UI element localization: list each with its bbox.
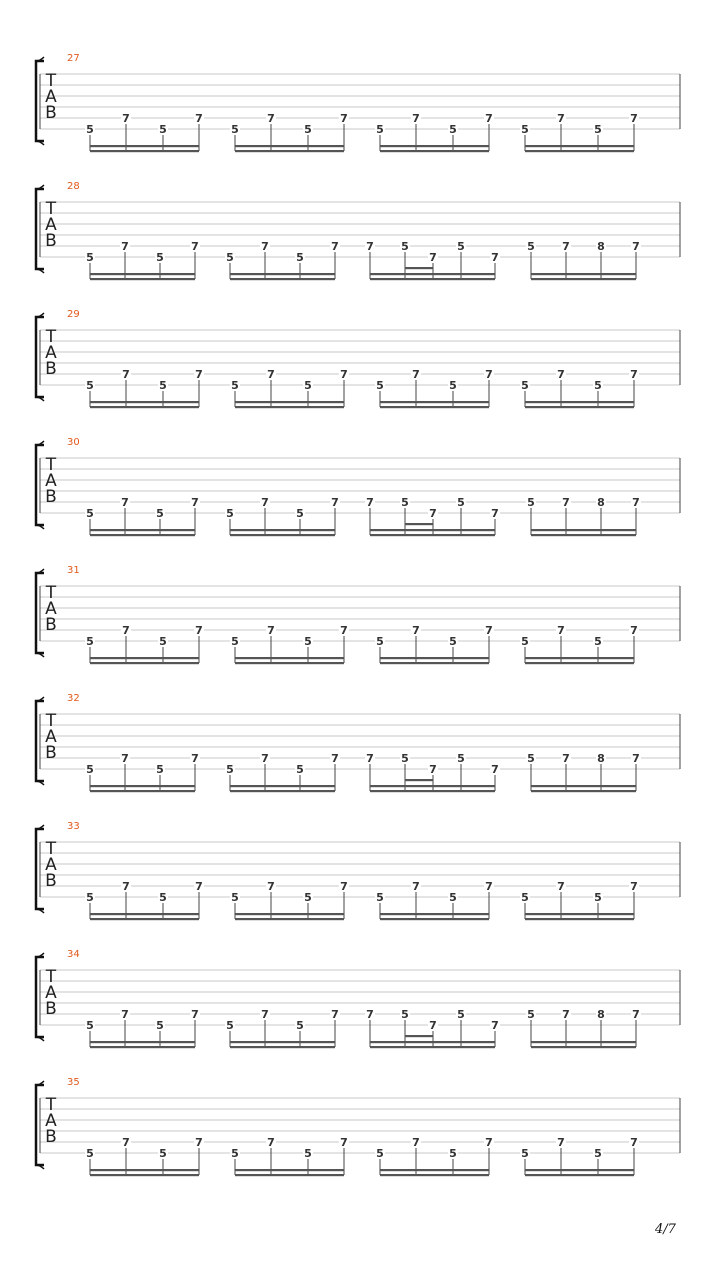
tab-system bbox=[36, 53, 680, 152]
beam-primary bbox=[380, 401, 489, 403]
fret-number: 5 bbox=[527, 496, 535, 509]
tab-system bbox=[36, 821, 680, 920]
fret-number: 5 bbox=[231, 123, 239, 136]
fret-number: 5 bbox=[449, 1147, 457, 1160]
fret-number: 7 bbox=[630, 880, 638, 893]
fret-number: 5 bbox=[594, 891, 602, 904]
beam-primary bbox=[525, 401, 634, 403]
tab-clef-letter: A bbox=[45, 343, 57, 363]
tab-system bbox=[36, 309, 680, 408]
fret-number: 7 bbox=[632, 240, 640, 253]
fret-number: 7 bbox=[412, 368, 420, 381]
fret-number: 5 bbox=[86, 1147, 94, 1160]
fret-number: 5 bbox=[86, 507, 94, 520]
beam-primary bbox=[531, 1041, 636, 1043]
beam-primary bbox=[380, 913, 489, 915]
fret-number: 7 bbox=[562, 752, 570, 765]
fret-number: 5 bbox=[376, 891, 384, 904]
beam-secondary bbox=[230, 278, 335, 280]
fret-number: 7 bbox=[557, 624, 565, 637]
tab-clef-letter: B bbox=[45, 231, 57, 251]
fret-number: 7 bbox=[429, 1019, 437, 1032]
beam-secondary bbox=[380, 150, 489, 152]
tab-clef-letter: A bbox=[45, 983, 57, 1003]
beam-secondary bbox=[525, 1174, 634, 1176]
fret-number: 7 bbox=[412, 880, 420, 893]
fret-number: 5 bbox=[449, 379, 457, 392]
fret-number: 7 bbox=[261, 752, 269, 765]
fret-number: 7 bbox=[491, 507, 499, 520]
measure-number: 28 bbox=[67, 181, 80, 192]
beam-partial bbox=[405, 779, 433, 781]
fret-number: 7 bbox=[261, 240, 269, 253]
fret-number: 5 bbox=[156, 251, 164, 264]
beam-secondary bbox=[235, 918, 344, 920]
fret-number: 5 bbox=[226, 763, 234, 776]
beam-primary bbox=[235, 1169, 344, 1171]
measure-number: 34 bbox=[67, 949, 80, 960]
fret-number: 7 bbox=[562, 240, 570, 253]
beam-primary bbox=[90, 913, 199, 915]
fret-number: 5 bbox=[159, 635, 167, 648]
tab-clef-letter: B bbox=[45, 743, 57, 763]
fret-number: 7 bbox=[191, 496, 199, 509]
tab-clef-letter: T bbox=[45, 967, 57, 987]
fret-number: 7 bbox=[632, 752, 640, 765]
fret-number: 7 bbox=[267, 624, 275, 637]
tab-system bbox=[36, 949, 680, 1048]
tab-clef-letter: T bbox=[45, 199, 57, 219]
tab-clef-letter: A bbox=[45, 87, 57, 107]
beam-secondary bbox=[230, 1046, 335, 1048]
page-number: 4/7 bbox=[655, 1222, 676, 1237]
fret-number: 5 bbox=[457, 496, 465, 509]
beam-secondary bbox=[525, 406, 634, 408]
beam-primary bbox=[525, 1169, 634, 1171]
fret-number: 7 bbox=[630, 368, 638, 381]
beam-secondary bbox=[380, 406, 489, 408]
tab-clef-letter: T bbox=[45, 327, 57, 347]
fret-number: 5 bbox=[159, 891, 167, 904]
beam-secondary bbox=[380, 662, 489, 664]
fret-number: 7 bbox=[331, 240, 339, 253]
fret-number: 5 bbox=[521, 1147, 529, 1160]
fret-number: 7 bbox=[485, 880, 493, 893]
fret-number: 5 bbox=[457, 240, 465, 253]
beam-secondary bbox=[235, 662, 344, 664]
measure-number: 35 bbox=[67, 1077, 80, 1088]
beam-secondary bbox=[90, 150, 199, 152]
beam-primary bbox=[230, 529, 335, 531]
fret-number: 5 bbox=[594, 635, 602, 648]
beam-primary bbox=[90, 145, 199, 147]
tab-clef-letter: B bbox=[45, 359, 57, 379]
fret-number: 7 bbox=[491, 1019, 499, 1032]
fret-number: 7 bbox=[366, 240, 374, 253]
beam-secondary bbox=[90, 918, 199, 920]
tab-clef-letter: A bbox=[45, 599, 57, 619]
fret-number: 7 bbox=[340, 880, 348, 893]
fret-number: 5 bbox=[401, 752, 409, 765]
fret-number: 5 bbox=[376, 123, 384, 136]
tab-clef-letter: T bbox=[45, 71, 57, 91]
fret-number: 7 bbox=[191, 240, 199, 253]
fret-number: 7 bbox=[412, 112, 420, 125]
beam-primary bbox=[90, 529, 195, 531]
fret-number: 7 bbox=[630, 112, 638, 125]
fret-number: 5 bbox=[156, 1019, 164, 1032]
fret-number: 5 bbox=[594, 379, 602, 392]
beam-secondary bbox=[531, 790, 636, 792]
tab-clef-letter: T bbox=[45, 839, 57, 859]
fret-number: 5 bbox=[449, 123, 457, 136]
fret-number: 5 bbox=[527, 1008, 535, 1021]
measure-number: 31 bbox=[67, 565, 80, 576]
fret-number: 5 bbox=[376, 635, 384, 648]
fret-number: 5 bbox=[296, 763, 304, 776]
fret-number: 7 bbox=[331, 1008, 339, 1021]
tab-clef-letter: B bbox=[45, 999, 57, 1019]
tab-system bbox=[36, 565, 680, 664]
fret-number: 7 bbox=[191, 1008, 199, 1021]
fret-number: 5 bbox=[156, 763, 164, 776]
tab-clef-letter: B bbox=[45, 1127, 57, 1147]
fret-number: 7 bbox=[412, 624, 420, 637]
fret-number: 5 bbox=[521, 635, 529, 648]
beam-primary bbox=[380, 657, 489, 659]
beam-secondary bbox=[90, 406, 199, 408]
beam-primary bbox=[235, 145, 344, 147]
beam-secondary bbox=[90, 534, 195, 536]
beam-secondary bbox=[531, 534, 636, 536]
fret-number: 5 bbox=[86, 891, 94, 904]
beam-primary bbox=[90, 785, 195, 787]
fret-number: 7 bbox=[261, 496, 269, 509]
fret-number: 5 bbox=[457, 1008, 465, 1021]
tab-clef-letter: T bbox=[45, 455, 57, 475]
beam-primary bbox=[90, 657, 199, 659]
fret-number: 5 bbox=[296, 1019, 304, 1032]
fret-number: 7 bbox=[557, 880, 565, 893]
fret-number: 7 bbox=[121, 752, 129, 765]
beam-primary bbox=[235, 401, 344, 403]
fret-number: 7 bbox=[485, 368, 493, 381]
fret-number: 5 bbox=[231, 379, 239, 392]
beam-secondary bbox=[370, 534, 495, 536]
fret-number: 7 bbox=[267, 368, 275, 381]
beam-primary bbox=[531, 785, 636, 787]
tab-clef-letter: A bbox=[45, 727, 57, 747]
fret-number: 5 bbox=[527, 240, 535, 253]
fret-number: 5 bbox=[231, 635, 239, 648]
beam-secondary bbox=[90, 1174, 199, 1176]
fret-number: 7 bbox=[562, 1008, 570, 1021]
fret-number: 7 bbox=[195, 880, 203, 893]
fret-number: 7 bbox=[195, 624, 203, 637]
fret-number: 7 bbox=[491, 251, 499, 264]
fret-number: 5 bbox=[296, 507, 304, 520]
tab-clef-letter: B bbox=[45, 871, 57, 891]
beam-secondary bbox=[370, 1046, 495, 1048]
beam-primary bbox=[90, 1041, 195, 1043]
fret-number: 5 bbox=[86, 123, 94, 136]
beam-primary bbox=[380, 1169, 489, 1171]
fret-number: 5 bbox=[376, 1147, 384, 1160]
fret-number: 5 bbox=[401, 240, 409, 253]
fret-number: 7 bbox=[267, 880, 275, 893]
beam-secondary bbox=[90, 1046, 195, 1048]
beam-primary bbox=[370, 785, 495, 787]
beam-secondary bbox=[235, 150, 344, 152]
fret-number: 7 bbox=[340, 368, 348, 381]
beam-secondary bbox=[230, 790, 335, 792]
beam-primary bbox=[525, 657, 634, 659]
beam-primary bbox=[370, 529, 495, 531]
beam-primary bbox=[90, 273, 195, 275]
fret-number: 5 bbox=[376, 379, 384, 392]
beam-primary bbox=[370, 273, 495, 275]
beam-secondary bbox=[525, 918, 634, 920]
fret-number: 7 bbox=[630, 1136, 638, 1149]
measure-number: 33 bbox=[67, 821, 80, 832]
fret-number: 7 bbox=[340, 1136, 348, 1149]
fret-number: 7 bbox=[267, 112, 275, 125]
fret-number: 5 bbox=[86, 635, 94, 648]
fret-number: 5 bbox=[86, 379, 94, 392]
beam-primary bbox=[90, 401, 199, 403]
beam-primary bbox=[230, 273, 335, 275]
fret-number: 7 bbox=[122, 880, 130, 893]
fret-number: 5 bbox=[231, 1147, 239, 1160]
beam-secondary bbox=[380, 918, 489, 920]
beam-partial bbox=[405, 267, 433, 269]
fret-number: 7 bbox=[195, 112, 203, 125]
fret-number: 5 bbox=[521, 123, 529, 136]
fret-number: 7 bbox=[485, 624, 493, 637]
fret-number: 5 bbox=[527, 752, 535, 765]
fret-number: 5 bbox=[457, 752, 465, 765]
fret-number: 5 bbox=[226, 1019, 234, 1032]
tab-clef-letter: A bbox=[45, 471, 57, 491]
fret-number: 7 bbox=[429, 763, 437, 776]
beam-secondary bbox=[370, 790, 495, 792]
tab-system bbox=[36, 437, 680, 536]
fret-number: 7 bbox=[429, 507, 437, 520]
fret-number: 7 bbox=[195, 1136, 203, 1149]
beam-secondary bbox=[235, 1174, 344, 1176]
beam-secondary bbox=[525, 150, 634, 152]
beam-primary bbox=[531, 273, 636, 275]
tab-system bbox=[36, 181, 680, 280]
fret-number: 8 bbox=[597, 240, 605, 253]
fret-number: 7 bbox=[340, 624, 348, 637]
tab-clef-letter: T bbox=[45, 1095, 57, 1115]
fret-number: 7 bbox=[122, 624, 130, 637]
fret-number: 7 bbox=[632, 496, 640, 509]
tab-system bbox=[36, 1077, 680, 1176]
fret-number: 7 bbox=[195, 368, 203, 381]
fret-number: 8 bbox=[597, 752, 605, 765]
beam-secondary bbox=[235, 406, 344, 408]
fret-number: 7 bbox=[121, 496, 129, 509]
fret-number: 7 bbox=[366, 1008, 374, 1021]
measure-number: 29 bbox=[67, 309, 80, 320]
fret-number: 5 bbox=[594, 123, 602, 136]
tab-clef-letter: B bbox=[45, 103, 57, 123]
fret-number: 7 bbox=[557, 112, 565, 125]
fret-number: 5 bbox=[401, 496, 409, 509]
fret-number: 7 bbox=[366, 752, 374, 765]
beam-primary bbox=[525, 913, 634, 915]
fret-number: 8 bbox=[597, 496, 605, 509]
fret-number: 7 bbox=[491, 763, 499, 776]
fret-number: 7 bbox=[630, 624, 638, 637]
beam-secondary bbox=[525, 662, 634, 664]
fret-number: 7 bbox=[366, 496, 374, 509]
fret-number: 5 bbox=[159, 379, 167, 392]
fret-number: 5 bbox=[304, 1147, 312, 1160]
fret-number: 5 bbox=[86, 1019, 94, 1032]
measure-number: 27 bbox=[67, 53, 80, 64]
fret-number: 7 bbox=[557, 368, 565, 381]
fret-number: 7 bbox=[267, 1136, 275, 1149]
fret-number: 5 bbox=[156, 507, 164, 520]
fret-number: 5 bbox=[231, 891, 239, 904]
beam-secondary bbox=[531, 1046, 636, 1048]
fret-number: 5 bbox=[401, 1008, 409, 1021]
fret-number: 5 bbox=[304, 635, 312, 648]
fret-number: 7 bbox=[331, 496, 339, 509]
fret-number: 5 bbox=[296, 251, 304, 264]
beam-secondary bbox=[90, 790, 195, 792]
fret-number: 7 bbox=[122, 112, 130, 125]
tab-clef-letter: A bbox=[45, 855, 57, 875]
fret-number: 7 bbox=[632, 1008, 640, 1021]
fret-number: 5 bbox=[304, 379, 312, 392]
fret-number: 5 bbox=[304, 123, 312, 136]
measure-number: 30 bbox=[67, 437, 80, 448]
measure-number: 32 bbox=[67, 693, 80, 704]
tab-system bbox=[36, 693, 680, 792]
fret-number: 5 bbox=[594, 1147, 602, 1160]
fret-number: 7 bbox=[122, 368, 130, 381]
beam-secondary bbox=[531, 278, 636, 280]
beam-primary bbox=[525, 145, 634, 147]
fret-number: 5 bbox=[86, 763, 94, 776]
beam-partial bbox=[405, 523, 433, 525]
tab-clef-letter: B bbox=[45, 487, 57, 507]
beam-primary bbox=[235, 657, 344, 659]
fret-number: 7 bbox=[562, 496, 570, 509]
beam-primary bbox=[230, 1041, 335, 1043]
beam-partial bbox=[405, 1035, 433, 1037]
beam-secondary bbox=[90, 662, 199, 664]
fret-number: 7 bbox=[429, 251, 437, 264]
beam-secondary bbox=[380, 1174, 489, 1176]
fret-number: 5 bbox=[159, 1147, 167, 1160]
tab-clef-letter: B bbox=[45, 615, 57, 635]
tab-clef-letter: T bbox=[45, 711, 57, 731]
fret-number: 7 bbox=[331, 752, 339, 765]
beam-secondary bbox=[230, 534, 335, 536]
fret-number: 5 bbox=[159, 123, 167, 136]
fret-number: 5 bbox=[304, 891, 312, 904]
beam-secondary bbox=[90, 278, 195, 280]
fret-number: 5 bbox=[449, 635, 457, 648]
tab-clef-letter: A bbox=[45, 215, 57, 235]
fret-number: 8 bbox=[597, 1008, 605, 1021]
beam-primary bbox=[370, 1041, 495, 1043]
fret-number: 5 bbox=[449, 891, 457, 904]
fret-number: 7 bbox=[340, 112, 348, 125]
fret-number: 5 bbox=[226, 507, 234, 520]
fret-number: 7 bbox=[191, 752, 199, 765]
fret-number: 7 bbox=[261, 1008, 269, 1021]
fret-number: 7 bbox=[485, 112, 493, 125]
fret-number: 7 bbox=[557, 1136, 565, 1149]
beam-primary bbox=[531, 529, 636, 531]
fret-number: 7 bbox=[121, 240, 129, 253]
fret-number: 7 bbox=[485, 1136, 493, 1149]
tab-clef-letter: A bbox=[45, 1111, 57, 1131]
fret-number: 5 bbox=[226, 251, 234, 264]
fret-number: 5 bbox=[521, 891, 529, 904]
fret-number: 7 bbox=[122, 1136, 130, 1149]
beam-primary bbox=[230, 785, 335, 787]
fret-number: 7 bbox=[121, 1008, 129, 1021]
beam-primary bbox=[235, 913, 344, 915]
fret-number: 5 bbox=[521, 379, 529, 392]
fret-number: 7 bbox=[412, 1136, 420, 1149]
beam-primary bbox=[380, 145, 489, 147]
tab-clef-letter: T bbox=[45, 583, 57, 603]
beam-secondary bbox=[370, 278, 495, 280]
beam-primary bbox=[90, 1169, 199, 1171]
fret-number: 5 bbox=[86, 251, 94, 264]
